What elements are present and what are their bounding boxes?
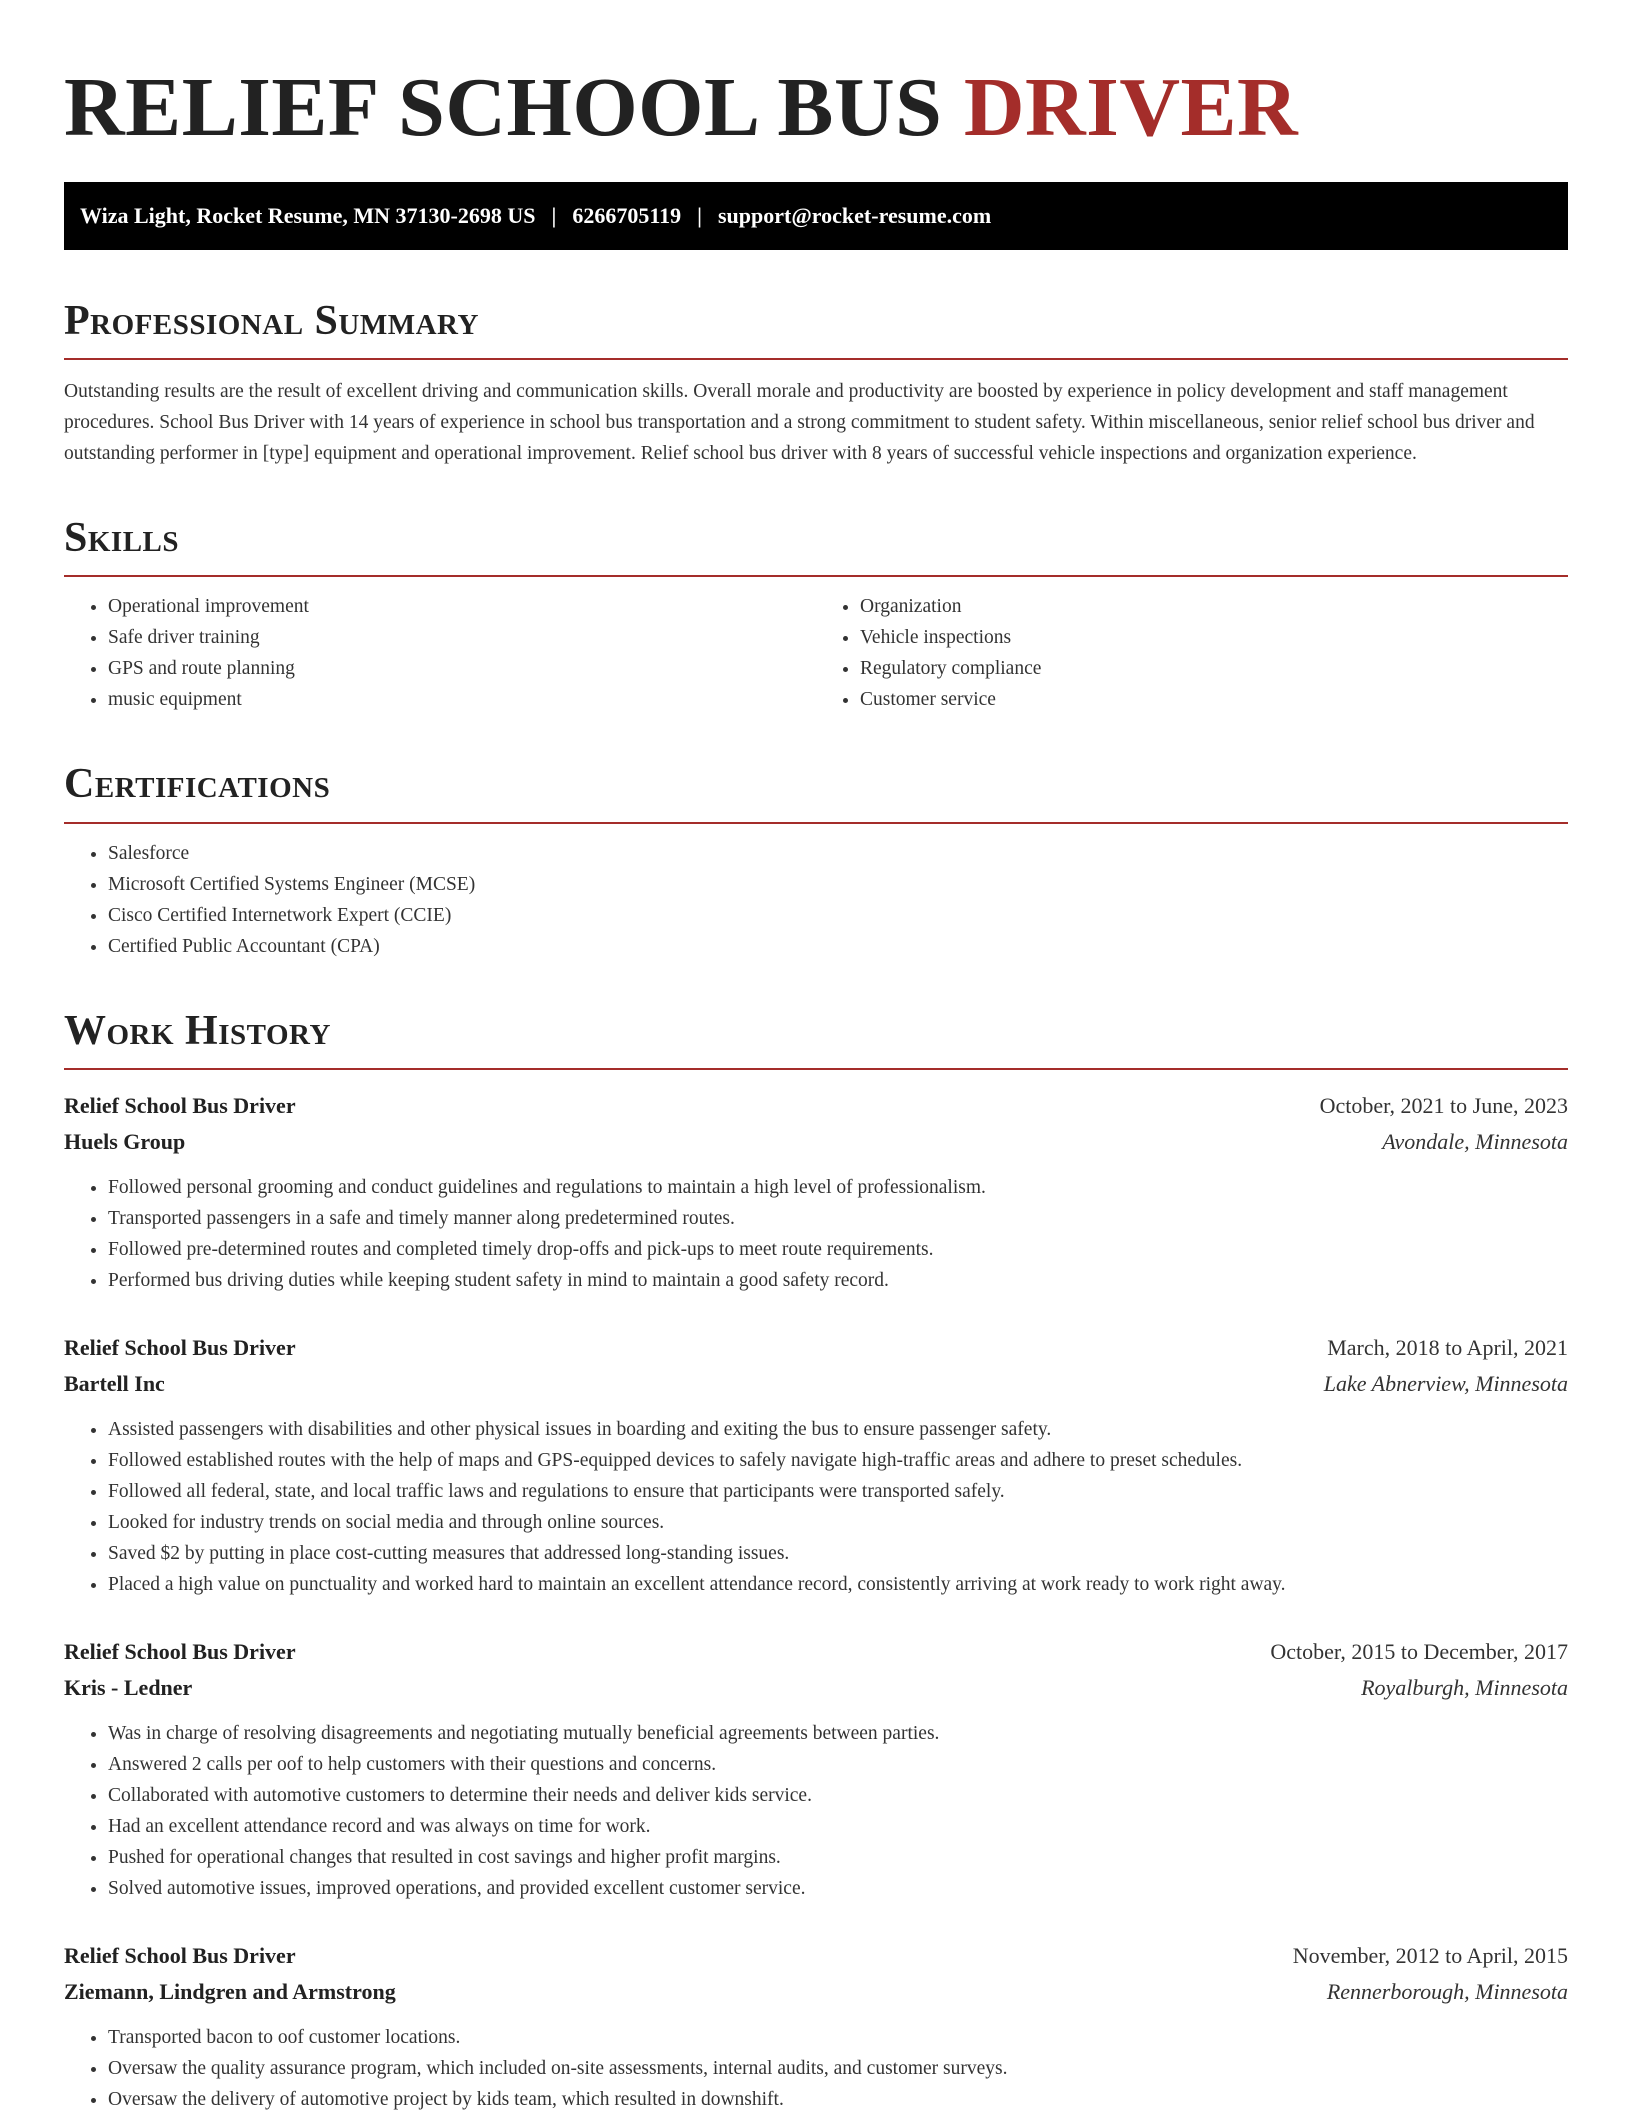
skills-heading: Skills [64, 515, 1568, 577]
job-duties [64, 1414, 1568, 1600]
contact-separator: | [697, 203, 702, 228]
duty-item: • Transported passengers in a safe and timely manner along predetermined routes. [108, 1203, 1568, 1234]
certifications-heading: Certifications [64, 761, 1568, 823]
contact-bar [64, 182, 1568, 250]
duty-item: • Solved automotive issues, improved operations, and provided excellent customer service. [108, 1873, 1568, 1904]
contact-separator: | [551, 203, 557, 228]
job-company: Ziemann, Lindgren and Armstrong [64, 1978, 396, 2004]
skill-item: • music equipment [108, 684, 816, 715]
skills-list-right [816, 591, 1568, 715]
contact-email[interactable]: support@rocket-resume.com [717, 203, 992, 228]
job-location: Avondale, Minnesota [1382, 1128, 1568, 1154]
work-history-heading: Work History [64, 1008, 1568, 1070]
job-entry [64, 1634, 1568, 1904]
job-location: Royalburgh, Minnesota [1361, 1674, 1568, 1700]
summary-heading: Professional Summary [64, 298, 1568, 360]
skill-item: • Operational improvement [108, 591, 816, 622]
job-dates: October, 2015 to December, 2017 [1270, 1638, 1568, 1664]
job-title: Relief School Bus Driver [64, 1942, 296, 1968]
skill-item: • Organization [860, 591, 1568, 622]
duty-item: • Pushed for operational changes that resulted in cost savings and higher profit margins. [108, 1842, 1568, 1873]
job-duties [64, 1172, 1568, 1296]
skill-item: • Customer service [860, 684, 1568, 715]
skill-item: • Regulatory compliance [860, 653, 1568, 684]
duty-item: • Looked for industry trends on social media and through online sources. [108, 1507, 1568, 1538]
skills-grid [64, 591, 1568, 715]
duty-item: • Followed pre-determined routes and completed timely drop-offs and pick-ups to meet route requirements. [108, 1234, 1568, 1265]
job-location: Rennerborough, Minnesota [1326, 1978, 1568, 2004]
duty-item: • Had an excellent attendance record and was always on time for work. [108, 1811, 1568, 1842]
duty-item: • Oversaw the quality assurance program, which included on-site assessments, internal audits, and customer surveys. [108, 2053, 1568, 2084]
duty-item: • Followed all federal, state, and local traffic laws and regulations to ensure that participants were transported safely. [108, 1476, 1568, 1507]
duty-item: • Followed personal grooming and conduct guidelines and regulations to maintain a high level of professionalism. [108, 1172, 1568, 1203]
job-location: Lake Abnerview, Minnesota [1323, 1370, 1568, 1396]
certifications-list [64, 838, 1568, 962]
job-company: Kris - Ledner [64, 1674, 193, 1700]
certification-item: • Salesforce [108, 838, 1568, 869]
job-title: Relief School Bus Driver [64, 1092, 296, 1118]
certification-item: • Cisco Certified Internetwork Expert (CCIE) [108, 900, 1568, 931]
skill-item: • Vehicle inspections [860, 622, 1568, 653]
title-accent: DRIVER [963, 61, 1299, 154]
duty-item: • Collaborated with automotive customers to determine their needs and deliver kids service. [108, 1780, 1568, 1811]
job-title: Relief School Bus Driver [64, 1638, 296, 1664]
job-title: Relief School Bus Driver [64, 1334, 296, 1360]
duty-item: • Followed established routes with the help of maps and GPS-equipped devices to safely navigate high-traffic areas and adhere to preset schedules. [108, 1445, 1568, 1476]
contact-address: Wiza Light, Rocket Resume, MN 37130-2698 US [80, 203, 536, 228]
certification-item: • Microsoft Certified Systems Engineer (MCSE) [108, 869, 1568, 900]
skills-list-left [64, 591, 816, 715]
skill-item: • Safe driver training [108, 622, 816, 653]
title-main: RELIEF SCHOOL BUS [64, 61, 964, 154]
duty-item: • Was in charge of resolving disagreements and negotiating mutually beneficial agreements between parties. [108, 1718, 1568, 1749]
job-dates: October, 2021 to June, 2023 [1319, 1092, 1568, 1118]
duty-item: • Oversaw the delivery of automotive project by kids team, which resulted in downshift. [108, 2084, 1568, 2115]
job-duties [64, 1718, 1568, 1904]
duty-item: • Saved $2 by putting in place cost-cutting measures that addressed long-standing issues. [108, 1538, 1568, 1569]
job-company: Huels Group [64, 1128, 186, 1154]
job-entry [64, 1330, 1568, 1600]
job-entry [64, 1938, 1568, 2115]
duty-item: • Transported bacon to oof customer locations. [108, 2022, 1568, 2053]
duty-item: • Assisted passengers with disabilities and other physical issues in boarding and exiting the bus to ensure passenger safety. [108, 1414, 1568, 1445]
job-dates: November, 2012 to April, 2015 [1292, 1942, 1568, 1968]
certification-item: • Certified Public Accountant (CPA) [108, 931, 1568, 962]
job-company: Bartell Inc [64, 1370, 165, 1396]
job-duties [64, 2022, 1568, 2115]
summary-text: Outstanding results are the result of excellent driving and communication skills. Overall morale and productivity are boosted by experience in policy development and staff management procedures. School Bus Driver with 14 years of experience in school bus transportation and a strong commitment to student safety. Within miscellaneous, senior relief school bus driver and outstanding performer in [type] equipment and operational improvement. Relief school bus driver with 8 years of successful vehicle inspections and organization experience. [64, 381, 1535, 465]
duty-item: • Performed bus driving duties while keeping student safety in mind to maintain a good safety record. [108, 1265, 1568, 1296]
contact-phone: 6266705119 [572, 203, 682, 228]
duty-item: • Answered 2 calls per oof to help customers with their questions and concerns. [108, 1749, 1568, 1780]
skill-item: • GPS and route planning [108, 653, 816, 684]
job-dates: March, 2018 to April, 2021 [1327, 1334, 1568, 1360]
resume-title [64, 50, 1568, 154]
duty-item: • Placed a high value on punctuality and worked hard to maintain an excellent attendance record, consistently arriving at work ready to work right away. [108, 1569, 1568, 1600]
job-entry [64, 1088, 1568, 1296]
